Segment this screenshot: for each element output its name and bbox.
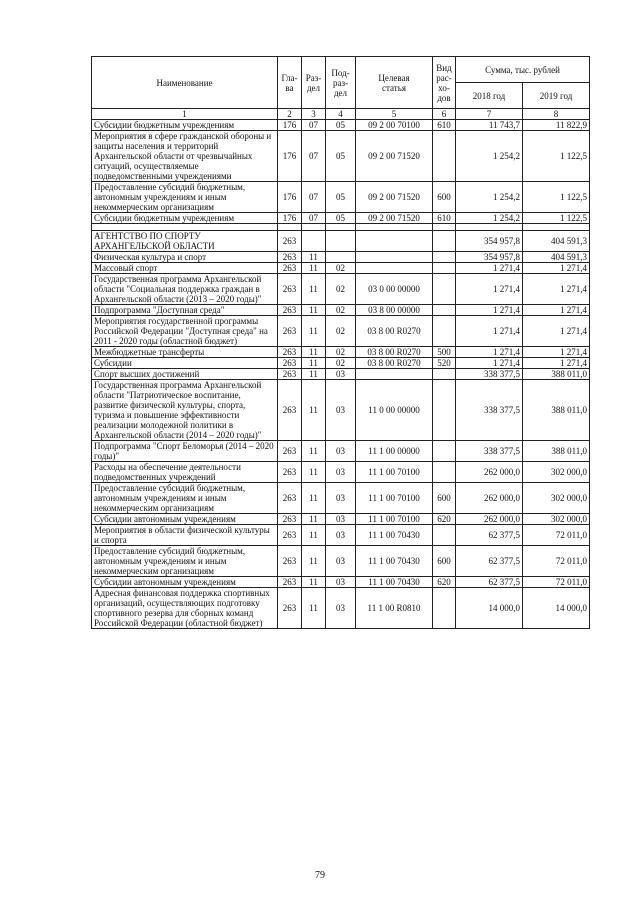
- row-2019-cell: 72 011,0: [523, 546, 590, 577]
- row-expense-type-cell: [433, 231, 456, 252]
- row-target-cell: 03 8 00 00000: [356, 305, 433, 316]
- row-2019-cell: 1 271,4: [523, 305, 590, 316]
- row-section-cell: 11: [302, 347, 326, 358]
- row-2018-cell: 62 377,5: [456, 546, 523, 577]
- row-target-cell: 03 8 00 R0270: [356, 358, 433, 369]
- table-row: [92, 577, 590, 588]
- row-expense-type-cell: [433, 525, 456, 546]
- row-chapter-cell: [278, 224, 302, 231]
- row-name-cell: Спорт высших достижений: [92, 369, 278, 380]
- row-section-cell: 07: [302, 131, 326, 182]
- row-chapter-cell: 263: [278, 546, 302, 577]
- row-chapter-cell: 263: [278, 263, 302, 274]
- row-expense-type-cell: [433, 263, 456, 274]
- budget-table: [91, 56, 590, 629]
- row-2018-cell: 338 377,5: [456, 380, 523, 441]
- table-row: [92, 224, 590, 231]
- row-section-cell: 11: [302, 358, 326, 369]
- table-body: [92, 120, 590, 629]
- row-target-cell: [356, 369, 433, 380]
- row-2018-cell: [456, 224, 523, 231]
- row-name-cell: Субсидии автономным учреждениям: [92, 577, 278, 588]
- row-chapter-cell: 263: [278, 274, 302, 305]
- row-expense-type-cell: [433, 588, 456, 629]
- header-sum: Сумма, тыс. рублей: [456, 57, 590, 83]
- row-name-cell: Государственная программа Архангельской области "Социальная поддержка граждан в Архангельской области (2013 – 2020 годы)": [92, 274, 278, 305]
- row-expense-type-cell: [433, 369, 456, 380]
- header-chapter: Гла- ва: [278, 57, 302, 109]
- row-subsection-cell: 05: [326, 213, 356, 224]
- row-name-cell: Мероприятия в сфере гражданской обороны и защиты населения и территорий Архангельской области от чрезвычайных ситуаций, осуществляемые подведомственными учреждениями: [92, 131, 278, 182]
- row-target-cell: 11 1 00 70430: [356, 525, 433, 546]
- row-chapter-cell: 263: [278, 231, 302, 252]
- row-chapter-cell: 263: [278, 358, 302, 369]
- row-2019-cell: 1 122,5: [523, 213, 590, 224]
- page-number: 79: [315, 870, 325, 881]
- row-name-cell: Массовый спорт: [92, 263, 278, 274]
- row-name-cell: АГЕНТСТВО ПО СПОРТУ АРХАНГЕЛЬСКОЙ ОБЛАСТИ: [92, 231, 278, 252]
- row-section-cell: [302, 231, 326, 252]
- row-chapter-cell: 263: [278, 525, 302, 546]
- row-target-cell: [356, 231, 433, 252]
- row-2018-cell: 1 271,4: [456, 358, 523, 369]
- row-2019-cell: 1 122,5: [523, 182, 590, 213]
- row-expense-type-cell: [433, 316, 456, 347]
- table-row: [92, 213, 590, 224]
- header-name: Наименование: [92, 57, 278, 109]
- row-target-cell: 11 1 00 70430: [356, 577, 433, 588]
- row-section-cell: 11: [302, 514, 326, 525]
- row-name-cell: Предоставление субсидий бюджетным, автономным учреждениям и иным некоммерческим организациям: [92, 483, 278, 514]
- header-expense-type: Вид рас- хо- дов: [433, 57, 456, 109]
- row-chapter-cell: 263: [278, 369, 302, 380]
- row-2019-cell: 1 271,4: [523, 347, 590, 358]
- row-name-cell: Подпрограмма "Доступная среда": [92, 305, 278, 316]
- row-2018-cell: 262 000,0: [456, 483, 523, 514]
- row-chapter-cell: 263: [278, 441, 302, 462]
- row-target-cell: 11 1 00 70430: [356, 546, 433, 577]
- header-year-2018: 2018 год: [456, 83, 523, 109]
- row-expense-type-cell: 600: [433, 483, 456, 514]
- row-target-cell: 11 1 00 70100: [356, 462, 433, 483]
- row-expense-type-cell: 600: [433, 182, 456, 213]
- column-number-cell: 3: [302, 109, 326, 120]
- row-name-cell: Межбюджетные трансферты: [92, 347, 278, 358]
- row-chapter-cell: 263: [278, 514, 302, 525]
- row-2018-cell: 1 271,4: [456, 305, 523, 316]
- row-2018-cell: 1 271,4: [456, 263, 523, 274]
- table-row: [92, 369, 590, 380]
- row-target-cell: [356, 252, 433, 263]
- row-chapter-cell: 176: [278, 182, 302, 213]
- table-row: [92, 380, 590, 441]
- row-expense-type-cell: 610: [433, 120, 456, 131]
- row-section-cell: 11: [302, 316, 326, 347]
- row-2019-cell: 72 011,0: [523, 577, 590, 588]
- row-2018-cell: 338 377,5: [456, 441, 523, 462]
- row-name-cell: Государственная программа Архангельской области "Патриотическое воспитание, развитие физической культуры, спорта, туризма и повышение эффективности реализации молодежной политики в Архангельской области (2014 – 2020 годы)": [92, 380, 278, 441]
- row-target-cell: 03 8 00 R0270: [356, 347, 433, 358]
- row-section-cell: 07: [302, 120, 326, 131]
- row-name-cell: Субсидии: [92, 358, 278, 369]
- row-section-cell: 11: [302, 369, 326, 380]
- row-chapter-cell: 263: [278, 380, 302, 441]
- row-target-cell: 11 1 00 R0810: [356, 588, 433, 629]
- row-target-cell: [356, 263, 433, 274]
- row-name-cell: Физическая культура и спорт: [92, 252, 278, 263]
- row-2019-cell: 404 591,3: [523, 252, 590, 263]
- table-row: [92, 274, 590, 305]
- row-2018-cell: 62 377,5: [456, 525, 523, 546]
- row-subsection-cell: 03: [326, 577, 356, 588]
- header-year-2019: 2019 год: [523, 83, 590, 109]
- row-name-cell: [92, 224, 278, 231]
- row-subsection-cell: [326, 224, 356, 231]
- row-chapter-cell: 263: [278, 347, 302, 358]
- row-2019-cell: 388 011,0: [523, 369, 590, 380]
- row-chapter-cell: 263: [278, 305, 302, 316]
- row-name-cell: Предоставление субсидий бюджетным, автономным учреждениям и иным некоммерческим организациям: [92, 182, 278, 213]
- table-row: [92, 462, 590, 483]
- column-number-cell: 5: [356, 109, 433, 120]
- row-chapter-cell: 263: [278, 577, 302, 588]
- row-subsection-cell: 03: [326, 514, 356, 525]
- column-number-cell: 6: [433, 109, 456, 120]
- row-chapter-cell: 263: [278, 483, 302, 514]
- row-expense-type-cell: [433, 131, 456, 182]
- row-subsection-cell: 02: [326, 358, 356, 369]
- row-section-cell: 11: [302, 462, 326, 483]
- row-2019-cell: 72 011,0: [523, 525, 590, 546]
- row-2019-cell: 302 000,0: [523, 483, 590, 514]
- row-subsection-cell: 05: [326, 120, 356, 131]
- row-target-cell: 11 1 00 70100: [356, 483, 433, 514]
- row-2019-cell: 404 591,3: [523, 231, 590, 252]
- row-target-cell: 09 2 00 71520: [356, 213, 433, 224]
- row-2019-cell: 388 011,0: [523, 380, 590, 441]
- row-expense-type-cell: 500: [433, 347, 456, 358]
- row-2019-cell: 1 122,5: [523, 131, 590, 182]
- row-section-cell: 11: [302, 252, 326, 263]
- row-name-cell: Предоставление субсидий бюджетным, автономным учреждениям и иным некоммерческим организациям: [92, 546, 278, 577]
- row-section-cell: 11: [302, 588, 326, 629]
- row-2019-cell: 1 271,4: [523, 274, 590, 305]
- row-section-cell: 07: [302, 213, 326, 224]
- row-name-cell: Мероприятия государственной программы Российской Федерации "Доступная среда" на 2011 - 2020 годы (областной бюджет): [92, 316, 278, 347]
- row-expense-type-cell: [433, 224, 456, 231]
- table-row: [92, 588, 590, 629]
- row-subsection-cell: 02: [326, 316, 356, 347]
- column-number-row: [92, 109, 590, 120]
- table-row: [92, 263, 590, 274]
- table-row: [92, 514, 590, 525]
- row-section-cell: 11: [302, 274, 326, 305]
- table-row: [92, 252, 590, 263]
- row-2018-cell: 354 957,8: [456, 252, 523, 263]
- row-name-cell: Расходы на обеспечение деятельности подведомственных учреждений: [92, 462, 278, 483]
- table-row: [92, 131, 590, 182]
- row-subsection-cell: 02: [326, 263, 356, 274]
- row-expense-type-cell: 610: [433, 213, 456, 224]
- column-number-cell: 4: [326, 109, 356, 120]
- table-row: [92, 525, 590, 546]
- row-section-cell: 11: [302, 577, 326, 588]
- row-section-cell: 11: [302, 546, 326, 577]
- table-row: [92, 358, 590, 369]
- row-2018-cell: 14 000,0: [456, 588, 523, 629]
- row-section-cell: 11: [302, 525, 326, 546]
- row-2018-cell: 1 271,4: [456, 316, 523, 347]
- row-expense-type-cell: [433, 274, 456, 305]
- row-subsection-cell: 02: [326, 347, 356, 358]
- column-number-cell: 1: [92, 109, 278, 120]
- row-2018-cell: 262 000,0: [456, 462, 523, 483]
- row-subsection-cell: 02: [326, 305, 356, 316]
- row-name-cell: Подпрограмма "Спорт Беломорья (2014 – 2020 годы)": [92, 441, 278, 462]
- row-2018-cell: 1 254,2: [456, 131, 523, 182]
- row-target-cell: [356, 224, 433, 231]
- row-expense-type-cell: [433, 380, 456, 441]
- row-subsection-cell: 03: [326, 369, 356, 380]
- row-2018-cell: 11 743,7: [456, 120, 523, 131]
- table-row: [92, 441, 590, 462]
- table-row: [92, 347, 590, 358]
- row-2019-cell: 302 000,0: [523, 462, 590, 483]
- row-target-cell: 11 1 00 00000: [356, 441, 433, 462]
- table-row: [92, 546, 590, 577]
- row-subsection-cell: 02: [326, 274, 356, 305]
- row-expense-type-cell: [433, 441, 456, 462]
- row-expense-type-cell: 600: [433, 546, 456, 577]
- row-subsection-cell: 03: [326, 483, 356, 514]
- row-expense-type-cell: [433, 305, 456, 316]
- row-chapter-cell: 176: [278, 131, 302, 182]
- row-expense-type-cell: 520: [433, 358, 456, 369]
- header-subsection: Под- раз- дел: [326, 57, 356, 109]
- row-subsection-cell: 05: [326, 182, 356, 213]
- row-target-cell: 11 0 00 00000: [356, 380, 433, 441]
- header-target-article: Целевая статья: [356, 57, 433, 109]
- row-name-cell: Мероприятия в области физической культуры и спорта: [92, 525, 278, 546]
- row-chapter-cell: 176: [278, 213, 302, 224]
- row-target-cell: 03 0 00 00000: [356, 274, 433, 305]
- table-row: [92, 182, 590, 213]
- row-target-cell: 09 2 00 70100: [356, 120, 433, 131]
- row-name-cell: Субсидии автономным учреждениям: [92, 514, 278, 525]
- row-2018-cell: 262 000,0: [456, 514, 523, 525]
- row-expense-type-cell: 620: [433, 514, 456, 525]
- row-expense-type-cell: 620: [433, 577, 456, 588]
- row-name-cell: Субсидии бюджетным учреждениям: [92, 120, 278, 131]
- table-row: [92, 120, 590, 131]
- row-2018-cell: 1 271,4: [456, 274, 523, 305]
- column-number-cell: 7: [456, 109, 523, 120]
- row-subsection-cell: 03: [326, 525, 356, 546]
- row-section-cell: 11: [302, 483, 326, 514]
- row-2018-cell: 1 271,4: [456, 347, 523, 358]
- row-2018-cell: 62 377,5: [456, 577, 523, 588]
- row-subsection-cell: 03: [326, 588, 356, 629]
- row-subsection-cell: [326, 231, 356, 252]
- row-section-cell: [302, 224, 326, 231]
- table-row: [92, 305, 590, 316]
- row-2018-cell: 338 377,5: [456, 369, 523, 380]
- row-chapter-cell: 263: [278, 588, 302, 629]
- row-name-cell: Адресная финансовая поддержка спортивных организаций, осуществляющих подготовку спортивного резерва для сборных команд Российской Федерации (областной бюджет): [92, 588, 278, 629]
- row-subsection-cell: 03: [326, 546, 356, 577]
- row-section-cell: 11: [302, 441, 326, 462]
- row-2019-cell: [523, 224, 590, 231]
- row-target-cell: 11 1 00 70100: [356, 514, 433, 525]
- row-target-cell: 09 2 00 71520: [356, 131, 433, 182]
- row-subsection-cell: [326, 252, 356, 263]
- row-target-cell: 03 8 00 R0270: [356, 316, 433, 347]
- row-expense-type-cell: [433, 252, 456, 263]
- row-section-cell: 07: [302, 182, 326, 213]
- table-row: [92, 316, 590, 347]
- row-section-cell: 11: [302, 263, 326, 274]
- row-target-cell: 09 2 00 71520: [356, 182, 433, 213]
- column-number-cell: 2: [278, 109, 302, 120]
- row-chapter-cell: 176: [278, 120, 302, 131]
- header-section: Раз- дел: [302, 57, 326, 109]
- row-subsection-cell: 03: [326, 441, 356, 462]
- row-2019-cell: 1 271,4: [523, 358, 590, 369]
- row-2019-cell: 302 000,0: [523, 514, 590, 525]
- row-subsection-cell: 03: [326, 380, 356, 441]
- row-2019-cell: 1 271,4: [523, 316, 590, 347]
- row-subsection-cell: 03: [326, 462, 356, 483]
- row-name-cell: Субсидии бюджетным учреждениям: [92, 213, 278, 224]
- row-chapter-cell: 263: [278, 252, 302, 263]
- row-2018-cell: 1 254,2: [456, 213, 523, 224]
- row-2018-cell: 354 957,8: [456, 231, 523, 252]
- row-expense-type-cell: [433, 462, 456, 483]
- row-chapter-cell: 263: [278, 462, 302, 483]
- row-2019-cell: 14 000,0: [523, 588, 590, 629]
- table-row: [92, 231, 590, 252]
- row-2019-cell: 388 011,0: [523, 441, 590, 462]
- table-row: [92, 483, 590, 514]
- row-2019-cell: 1 271,4: [523, 263, 590, 274]
- row-chapter-cell: 263: [278, 316, 302, 347]
- row-2018-cell: 1 254,2: [456, 182, 523, 213]
- row-2019-cell: 11 822,9: [523, 120, 590, 131]
- row-section-cell: 11: [302, 305, 326, 316]
- row-section-cell: 11: [302, 380, 326, 441]
- column-number-cell: 8: [523, 109, 590, 120]
- row-subsection-cell: 05: [326, 131, 356, 182]
